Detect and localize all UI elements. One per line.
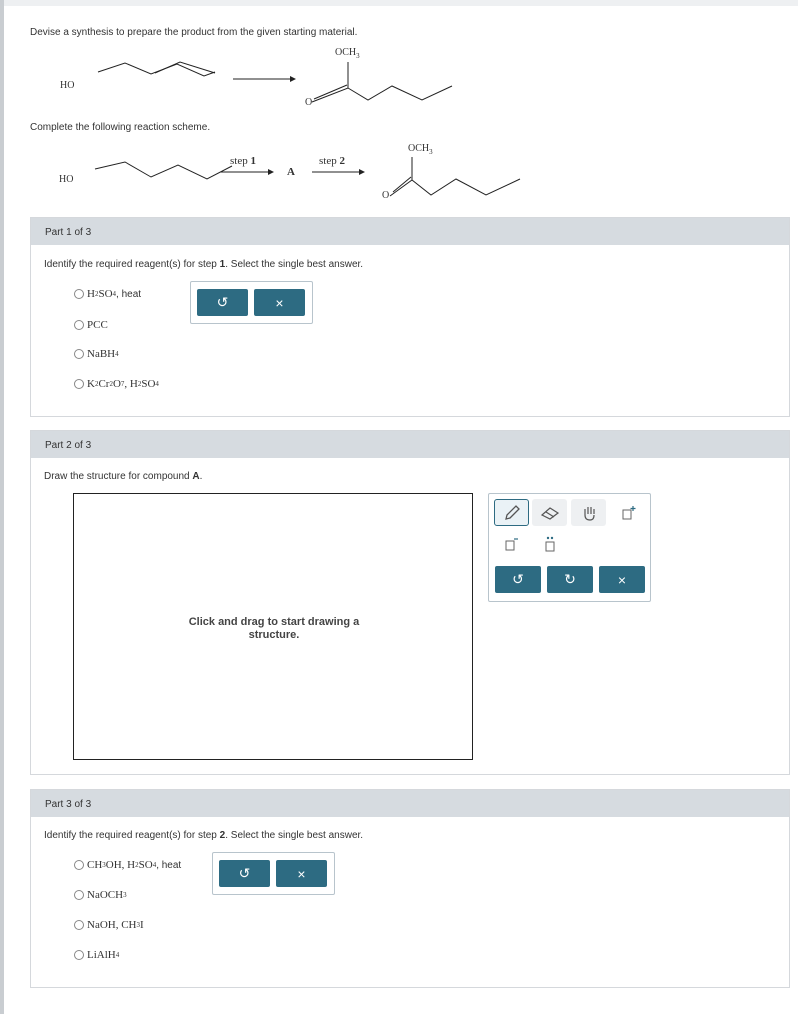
charge-minus-icon — [503, 535, 521, 553]
radio-button[interactable] — [74, 950, 84, 960]
radio-button[interactable] — [74, 379, 84, 389]
scheme-och3-label: $OCH_3$ — [408, 143, 433, 156]
part1-header: Part 1 of 3 — [31, 218, 789, 245]
charge-plus-icon — [620, 504, 638, 522]
part1-option-nabh4[interactable]: NaBH 4 — [74, 348, 119, 360]
drawing-clear-button[interactable]: × — [599, 566, 645, 593]
pencil-tool[interactable] — [494, 499, 529, 526]
ho-label: HO — [60, 80, 75, 91]
lone-pair-icon — [541, 535, 559, 553]
lone-pair-tool[interactable] — [532, 530, 567, 557]
part3-option-naoch3[interactable]: NaOCH 3 — [74, 889, 127, 901]
part3-undo-button[interactable]: ↺ — [219, 860, 270, 887]
hand-tool[interactable] — [571, 499, 606, 526]
eraser-tool[interactable] — [532, 499, 567, 526]
part3-button-group — [212, 852, 335, 895]
compound-a-label: A — [287, 166, 295, 178]
oxygen-label: O — [305, 97, 313, 108]
part3-clear-button[interactable]: × — [276, 860, 327, 887]
scheme-ho-label: HO — [59, 174, 74, 185]
radio-button[interactable] — [74, 320, 84, 330]
drawing-redo-button[interactable]: ↻ — [547, 566, 593, 593]
pencil-icon — [502, 504, 522, 522]
left-border — [0, 0, 4, 1014]
instructions: Devise a synthesis to prepare the product from the given starting material. — [30, 27, 358, 38]
step1-label: step 1 — [230, 155, 256, 167]
drawing-undo-button[interactable]: ↺ — [495, 566, 541, 593]
drawing-toolbar — [488, 493, 651, 602]
part3-option-lialh4[interactable]: LiAlH 4 — [74, 949, 119, 961]
overall-reaction-diagram — [50, 40, 470, 115]
radio-button[interactable] — [74, 920, 84, 930]
remove-charge-tool[interactable] — [494, 530, 529, 557]
part1-undo-button[interactable]: ↺ — [197, 289, 248, 316]
hand-icon — [580, 504, 598, 522]
product-chain — [312, 86, 452, 102]
scheme-label: Complete the following reaction scheme. — [30, 122, 211, 133]
starting-material-chain — [98, 63, 215, 76]
part3-header: Part 3 of 3 — [31, 790, 789, 817]
add-charge-tool[interactable] — [611, 499, 646, 526]
step2-label: step 2 — [319, 155, 345, 167]
part3-option-ch3oh[interactable]: CH 3 OH, H 2 SO 4 , heat — [74, 859, 181, 871]
part1-prompt: Identify the required reagent(s) for step 1. Select the single best answer. — [44, 259, 364, 270]
top-border — [0, 0, 798, 6]
scheme-oxygen-label: O — [382, 190, 390, 201]
part3-prompt: Identify the required reagent(s) for step 2. Select the single best answer. — [44, 830, 364, 841]
scheme-starting-material — [95, 162, 232, 179]
radio-button[interactable] — [74, 349, 84, 359]
part1-button-group — [190, 281, 313, 324]
radio-button[interactable] — [74, 860, 84, 870]
och3-label: $OCH_3$ — [335, 47, 360, 60]
part2-header: Part 2 of 3 — [31, 431, 789, 458]
radio-button[interactable] — [74, 890, 84, 900]
part2-prompt: Draw the structure for compound A. — [44, 471, 203, 482]
radio-button[interactable] — [74, 289, 84, 299]
eraser-icon — [539, 505, 561, 521]
structure-drawing-canvas[interactable] — [73, 493, 473, 760]
part1-clear-button[interactable]: × — [254, 289, 305, 316]
canvas-message: Click and drag to start drawing a structure. — [188, 616, 360, 641]
part1-option-k2cr2o7[interactable]: K 2 Cr 2 O 7 , H 2 SO 4 — [74, 378, 159, 390]
part1-option-h2so4[interactable]: H 2 SO 4 , heat — [74, 288, 141, 300]
part3-option-naoh-ch3i[interactable]: NaOH, CH 3 I — [74, 919, 144, 931]
part3-panel — [30, 789, 790, 988]
scheme-product — [390, 179, 520, 196]
part1-option-pcc[interactable]: PCC — [74, 319, 108, 331]
